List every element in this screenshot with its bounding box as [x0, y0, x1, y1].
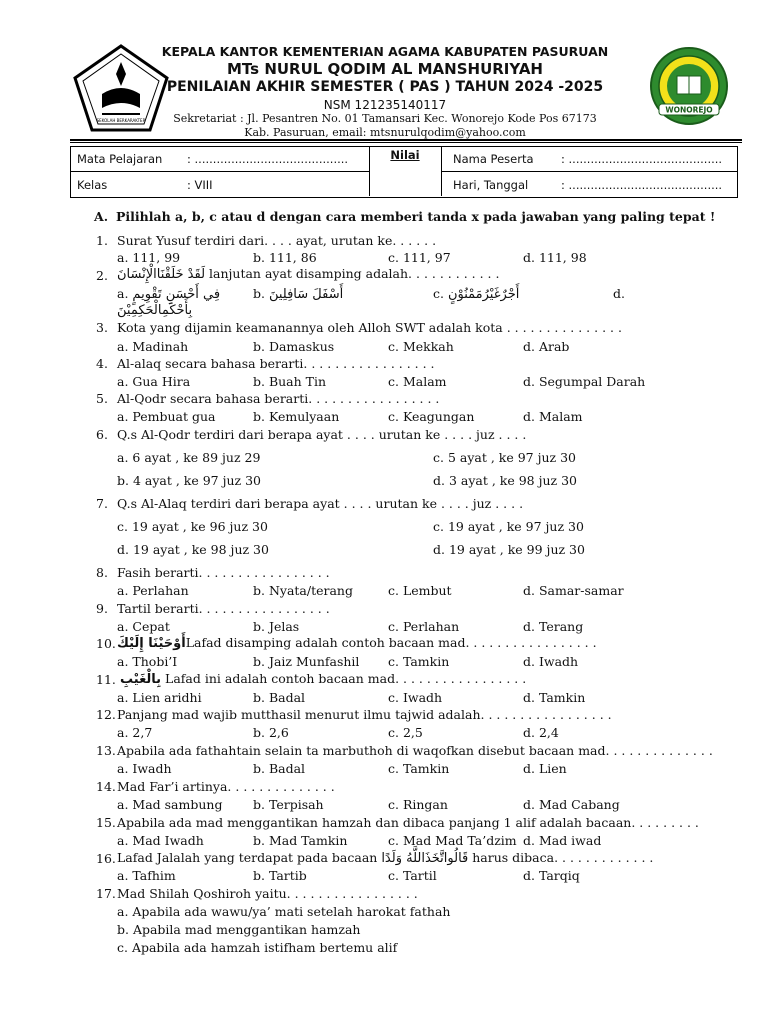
option-b[interactable]: b. 4 ayat , ke 97 juz 30 [117, 473, 262, 488]
option-c[interactable]: c. Tamkin [388, 654, 450, 669]
question-text: Q.s Al-Qodr terdiri dari berapa ayat . . . . urutan ke . . . . juz . . . . [117, 427, 527, 442]
option-c[interactable]: c. Lembut [388, 583, 452, 598]
score-label: Nilai [390, 148, 420, 162]
class-label: Kelas [77, 178, 108, 192]
option-a[interactable]: a. 2,7 [117, 725, 153, 740]
question-number: 9. [96, 601, 108, 616]
table-divider [71, 171, 369, 172]
option-d[interactable]: d. Mad iwad [523, 833, 602, 848]
option-b[interactable]: b. 111, 86 [253, 250, 317, 265]
option-b[interactable]: b. Tartib [253, 868, 307, 883]
school-logo [645, 46, 733, 126]
option-b[interactable]: b. Terpisah [253, 797, 324, 812]
option-c[interactable]: c. Mekkah [388, 339, 454, 354]
school-name: MTs NURUL QODIM AL MANSHURIYAH [227, 60, 543, 78]
question-text: Q.s Al-Alaq terdiri dari berapa ayat . . . . urutan ke . . . . juz . . . . [117, 496, 524, 511]
question-number: 8. [96, 565, 108, 580]
question-text: Al-Qodr secara bahasa berarti. . . . . . . . . . . . . . . . . [117, 391, 440, 406]
option-b[interactable]: b. Damaskus [253, 339, 335, 354]
option-d[interactable]: d. [613, 286, 625, 301]
option-c[interactable]: c. Iwadh [388, 690, 443, 705]
option-b-arabic: أَسْفَلَ سَافِلِينَ [268, 287, 344, 302]
option-c[interactable]: c. Perlahan [388, 619, 460, 634]
question-number: 1. [96, 233, 108, 248]
table-divider [369, 147, 370, 196]
question-number: 7. [96, 496, 108, 511]
option-b-label: b. [253, 286, 265, 301]
class-field[interactable]: : VIII [187, 178, 213, 192]
option-a[interactable]: a. Perlahan [117, 583, 189, 598]
option-d[interactable]: d. Terang [523, 619, 584, 634]
question-number: 16. [96, 851, 116, 866]
option-d[interactable]: d. Samar-samar [523, 583, 624, 598]
question-text-tail: lanjutan ayat disamping adalah. . . . . . . . . . . . [205, 266, 500, 281]
participant-name-label: Nama Peserta [453, 152, 534, 166]
exam-title: PENILAIAN AKHIR SEMESTER ( PAS ) TAHUN 2024 -2025 [166, 79, 604, 95]
option-d[interactable]: d. Mad Cabang [523, 797, 620, 812]
logo-right-caption: WONOREJO [665, 105, 713, 115]
header-rule-thick [70, 139, 742, 141]
arabic-verse: بِالْغَيْبِ [120, 672, 162, 687]
option-b[interactable]: b. Nyata/terang [253, 583, 353, 598]
question-text [117, 850, 653, 866]
option-a[interactable]: c. 19 ayat , ke 96 juz 30 [117, 519, 268, 534]
participant-name-field[interactable]: : .......................................... [561, 152, 723, 166]
option-c[interactable]: c. Malam [388, 374, 447, 389]
table-divider [441, 171, 737, 172]
option-a[interactable]: a. Tafhim [117, 868, 176, 883]
option-c-label: c. [433, 286, 444, 301]
option-a[interactable]: a. Mad Iwadh [117, 833, 204, 848]
option-c[interactable]: c. 5 ayat , ke 97 juz 30 [433, 450, 576, 465]
date-label: Hari, Tanggal [453, 178, 529, 192]
question-text: Kota yang dijamin keamanannya oleh Alloh SWT adalah kota . . . . . . . . . . . . . . . [117, 320, 622, 335]
option-a[interactable]: a. Lien aridhi [117, 690, 202, 705]
question-number: 12. [96, 707, 116, 722]
subject-label: Mata Pelajaran [77, 152, 163, 166]
question-text: Al-alaq secara bahasa berarti. . . . . . . . . . . . . . . . . [117, 356, 435, 371]
option-d[interactable]: d. 19 ayat , ke 99 juz 30 [433, 542, 585, 557]
subject-field[interactable]: : .......................................... [187, 152, 349, 166]
question-number: 10. [96, 636, 116, 651]
option-b[interactable]: b. Jelas [253, 619, 300, 634]
option-b[interactable]: d. 19 ayat , ke 98 juz 30 [117, 542, 269, 557]
option-a[interactable]: a. Cepat [117, 619, 170, 634]
question-number: 14. [96, 779, 116, 794]
question-number: 2. [96, 268, 108, 283]
option-c[interactable]: c. Keagungan [388, 409, 475, 424]
question-number: 15. [96, 815, 116, 830]
question-text: Apabila ada fathahtain selain ta marbuthoh di waqofkan disebut bacaan mad. . . . . . . . . . . . . . [117, 743, 713, 758]
arabic-verse: قَالُواتَّخَذَاللَّهُ وَلَدًا [381, 851, 469, 866]
address-line-2: Kab. Pasuruan, email: mtsnurulqodim@yahoo.com [244, 126, 526, 139]
section-instruction: Pilihlah a, b, c atau d dengan cara memberi tanda x pada jawaban yang paling tepat ! [116, 209, 716, 224]
question-number: 5. [96, 391, 108, 406]
option-d[interactable]: d. Lien [523, 761, 567, 776]
option-a-label: a. [117, 286, 129, 301]
option-b[interactable] [253, 286, 343, 302]
arabic-verse: أَوْحَيْنَا إِلَيْكَ [117, 636, 186, 651]
question-number: 4. [96, 356, 108, 371]
option-c[interactable]: c. 2,5 [388, 725, 423, 740]
option-b[interactable]: b. Badal [253, 690, 306, 705]
option-c[interactable] [433, 286, 519, 302]
office-title: KEPALA KANTOR KEMENTERIAN AGAMA KABUPATEN PASURUAN [161, 44, 609, 59]
option-b[interactable]: b. Buah Tin [253, 374, 327, 389]
option-c[interactable]: c. Ringan [388, 797, 448, 812]
question-text: Panjang mad wajib mutthasil menurut ilmu tajwid adalah. . . . . . . . . . . . . . . . . [117, 707, 612, 722]
option-a[interactable]: a. Iwadh [117, 761, 172, 776]
question-text: Surat Yusuf terdiri dari. . . . ayat, urutan ke. . . . . . [117, 233, 437, 248]
option-d[interactable]: d. Tarqiq [523, 868, 580, 883]
option-a[interactable]: a. 111, 99 [117, 250, 181, 265]
option-d[interactable]: d. 3 ayat , ke 98 juz 30 [433, 473, 578, 488]
option-b[interactable]: b. 2,6 [253, 725, 289, 740]
option-a[interactable] [117, 286, 220, 302]
option-a[interactable]: a. Gua Hira [117, 374, 191, 389]
option-c[interactable]: c. Apabila ada hamzah istifham bertemu alif [117, 940, 398, 955]
question-text-head: Lafad Jalalah yang terdapat pada bacaan [117, 850, 382, 865]
option-a[interactable]: a. Mad sambung [117, 797, 223, 812]
header-rule-thin [70, 142, 742, 143]
option-b[interactable]: b. Mad Tamkin [253, 833, 348, 848]
option-d[interactable]: d. Tamkin [523, 690, 586, 705]
question-number: 11. [96, 672, 116, 687]
option-d[interactable]: d. Segumpal Darah [523, 374, 646, 389]
option-c[interactable]: c. 111, 97 [388, 250, 451, 265]
option-b[interactable]: b. Jaiz Munfashil [253, 654, 360, 669]
option-b[interactable]: b. Badal [253, 761, 306, 776]
option-c[interactable]: c. Tartil [388, 868, 437, 883]
question-number: 17. [96, 886, 116, 901]
question-text [117, 635, 597, 651]
option-d[interactable]: d. 111, 98 [523, 250, 587, 265]
option-d[interactable]: d. Iwadh [523, 654, 579, 669]
question-number: 13. [96, 743, 116, 758]
student-info-table [70, 146, 738, 198]
question-text-tail: harus dibaca. . . . . . . . . . . . . [468, 850, 654, 865]
question-number: 6. [96, 427, 108, 442]
question-text [120, 671, 526, 687]
question-text-tail: Lafad disamping adalah contoh bacaan mad. . . . . . . . . . . . . . . . . [185, 635, 597, 650]
option-b[interactable]: b. Apabila mad menggantikan hamzah [117, 922, 361, 937]
address-line-1: Sekretariat : Jl. Pesantren No. 01 Tamansari Kec. Wonorejo Kode Pos 67173 [173, 112, 597, 125]
option-a[interactable]: a. 6 ayat , ke 89 juz 29 [117, 450, 261, 465]
option-a[interactable]: a. Apabila ada wawu/ya’ mati setelah harokat fathah [117, 904, 451, 919]
question-text: Mad Far’i artinya. . . . . . . . . . . . . . [117, 779, 335, 794]
option-a-arabic: فِي أَحْسَنِ تَقْوِيمٍ [132, 287, 221, 302]
option-d[interactable]: d. Malam [523, 409, 583, 424]
question-text: Mad Shilah Qoshiroh yaitu. . . . . . . . . . . . . . . . . [117, 886, 418, 901]
question-text [117, 266, 499, 282]
section-letter: A. [94, 209, 109, 224]
question-text: Apabila ada mad menggantikan hamzah dan dibaca panjang 1 alif adalah bacaan. . . . . . . . . [117, 815, 699, 830]
option-c[interactable]: c. Tamkin [388, 761, 450, 776]
question-text-tail: Lafad ini adalah contoh bacaan mad. . . . . . . . . . . . . . . . . [161, 671, 527, 686]
option-b[interactable]: b. Kemulyaan [253, 409, 340, 424]
option-d-arabic[interactable]: بِأَحْكَمِالْحَكِمِيْنَ [117, 303, 193, 318]
question-number: 3. [96, 320, 108, 335]
option-c-arabic: أَجْرٌغَيْرُمَمْنُوْنٍ [447, 287, 520, 302]
question-text: Fasih berarti. . . . . . . . . . . . . . . . . [117, 565, 330, 580]
option-a[interactable]: a. Thobi’I [117, 654, 178, 669]
arabic-verse: لَقَدْ خَلَقْنَاالْإِنْسَانَ [117, 267, 206, 282]
date-field[interactable]: : .......................................... [561, 178, 723, 192]
option-c[interactable]: c. 19 ayat , ke 97 juz 30 [433, 519, 584, 534]
logo-left-caption: SEKOLAH BERKARAKTER [96, 118, 146, 123]
option-a[interactable]: a. Madinah [117, 339, 189, 354]
question-text: Tartil berarti. . . . . . . . . . . . . . . . . [117, 601, 330, 616]
option-d[interactable]: d. 2,4 [523, 725, 559, 740]
option-d[interactable]: d. Arab [523, 339, 570, 354]
option-a[interactable]: a. Pembuat gua [117, 409, 216, 424]
option-c[interactable]: c. Mad Mad Ta’dzim [388, 833, 517, 848]
nsm-number: NSM 121235140117 [323, 98, 447, 112]
